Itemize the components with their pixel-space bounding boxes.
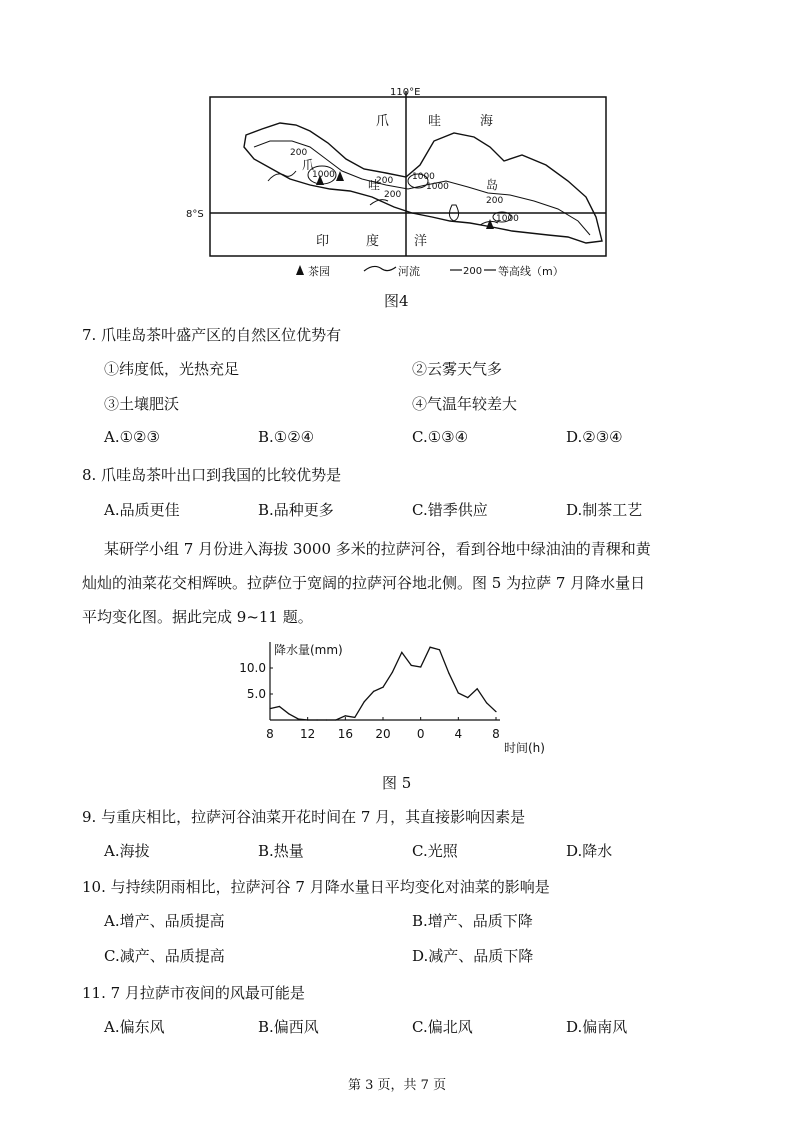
data-point	[364, 701, 365, 702]
data-point	[495, 711, 496, 712]
x-tick-label: 12	[300, 727, 316, 741]
page-footer: 第 3 页，共 7 页	[348, 1078, 447, 1093]
precip-series-line	[270, 647, 496, 720]
question-10-option-a[interactable]: A.增产、品质提高	[104, 912, 225, 930]
question-8-option-d[interactable]: D.制茶工艺	[566, 501, 643, 519]
x-tick-label: 4	[454, 727, 463, 741]
data-point	[354, 717, 355, 718]
data-point	[288, 713, 289, 714]
data-point	[307, 719, 308, 720]
question-10-stem: 10. 与持续阴雨相比，拉萨河谷 7 月降水量日平均变化对油菜的影响是	[82, 878, 550, 896]
tea-garden-icon-2	[336, 171, 344, 181]
question-7-option-d[interactable]: D.②③④	[566, 428, 623, 446]
question-7-statement-4: ④气温年较差大	[412, 395, 518, 413]
passage-line-3: 平均变化图。据此完成 9~11 题。	[82, 608, 313, 626]
data-point	[486, 702, 487, 703]
contour-label-6: 200	[376, 176, 394, 186]
island-char-3: 岛	[486, 178, 499, 192]
figure-4-caption: 图4	[384, 292, 409, 310]
question-9-option-d[interactable]: D.降水	[566, 842, 613, 860]
figure-5-caption: 图 5	[382, 774, 412, 792]
question-7-option-b[interactable]: B.①②④	[258, 428, 315, 446]
legend-river-label: 河流	[398, 265, 420, 278]
contour-label-7: 200	[486, 196, 504, 206]
x-tick-label: 16	[337, 727, 353, 741]
data-point	[458, 692, 459, 693]
question-9-option-b[interactable]: B.热量	[258, 842, 304, 860]
ocean-char-2: 度	[366, 234, 380, 249]
data-point	[429, 647, 430, 648]
data-point	[420, 666, 421, 667]
data-point	[269, 708, 270, 709]
legend-river-icon	[364, 266, 396, 271]
map-frame	[210, 97, 606, 256]
contour-label-8: 1000	[496, 214, 519, 224]
java-island-outline	[244, 123, 602, 243]
data-point	[401, 652, 402, 653]
ocean-char-3: 洋	[414, 234, 428, 249]
island-char-2: 哇	[368, 178, 381, 192]
sea-char-1: 爪	[376, 114, 390, 129]
question-9-option-c[interactable]: C.光照	[412, 842, 458, 860]
contour-label-3: 1000	[412, 172, 435, 182]
legend-tea-label: 茶园	[308, 265, 330, 278]
question-9-stem: 9. 与重庆相比，拉萨河谷油菜开花时间在 7 月，其直接影响因素是	[82, 808, 526, 826]
lat-label: 8°S	[186, 209, 204, 220]
x-axis-label: 时间(h)	[504, 741, 545, 755]
data-point	[467, 697, 468, 698]
data-point	[298, 718, 299, 719]
question-8-stem: 8. 爪哇岛茶叶出口到我国的比较优势是	[82, 466, 342, 484]
contour-label-5: 1000	[426, 182, 449, 192]
question-10-option-b[interactable]: B.增产、品质下降	[412, 912, 533, 930]
x-tick-label: 20	[375, 727, 391, 741]
question-8-option-c[interactable]: C.错季供应	[412, 501, 488, 519]
question-7-stem: 7. 爪哇岛茶叶盛产区的自然区位优势有	[82, 326, 342, 344]
data-point	[373, 691, 374, 692]
data-point	[392, 672, 393, 673]
island-char-1: 爪	[302, 158, 315, 172]
question-7-option-c[interactable]: C.①③④	[412, 428, 469, 446]
data-point	[382, 687, 383, 688]
x-tick-label: 8	[266, 727, 274, 741]
x-tick-label: 8	[492, 727, 500, 741]
y-tick-label: 10.0	[239, 661, 266, 675]
contour-label-4: 200	[384, 190, 402, 200]
legend-tea-icon	[296, 265, 304, 275]
data-point	[411, 665, 412, 666]
data-point	[316, 719, 317, 720]
java-map-figure	[150, 85, 630, 285]
question-7-statement-3: ③土壤肥沃	[104, 395, 180, 413]
ocean-char-1: 印	[316, 234, 330, 249]
x-tick-label: 0	[416, 727, 425, 741]
y-axis-label: 降水量(mm)	[274, 643, 343, 657]
question-7-option-a[interactable]: A.①②③	[104, 428, 160, 446]
question-11-option-d[interactable]: D.偏南风	[566, 1018, 628, 1036]
contour-label-2: 1000	[312, 170, 335, 180]
passage-line-1: 某研学小组 7 月份进入海拔 3000 多米的拉萨河谷，看到谷地中绿油油的青稞和黄	[104, 540, 651, 558]
precip-chart-figure	[230, 634, 545, 764]
question-11-option-b[interactable]: B.偏西风	[258, 1018, 319, 1036]
question-8-option-b[interactable]: B.品种更多	[258, 501, 334, 519]
precip-chart	[230, 634, 545, 764]
sea-char-3: 海	[480, 114, 494, 129]
question-7-statement-2: ②云雾天气多	[412, 360, 503, 378]
question-11-option-a[interactable]: A.偏东风	[104, 1018, 165, 1036]
data-point	[439, 649, 440, 650]
question-10-option-c[interactable]: C.减产、品质提高	[104, 947, 225, 965]
sea-char-2: 哇	[428, 114, 442, 129]
java-map	[150, 85, 630, 285]
question-11-option-c[interactable]: C.偏北风	[412, 1018, 473, 1036]
legend-contour-label: 等高线（m）	[498, 265, 564, 278]
data-point	[345, 715, 346, 716]
question-9-option-a[interactable]: A.海拔	[104, 842, 150, 860]
y-tick-label: 5.0	[246, 687, 266, 701]
question-11-stem: 11. 7 月拉萨市夜间的风最可能是	[82, 984, 305, 1002]
contour-label-1: 200	[290, 148, 308, 158]
data-point	[477, 688, 478, 689]
tea-garden-icon-3	[486, 219, 494, 229]
lon-label: 110°E	[390, 87, 421, 98]
data-point	[335, 719, 336, 720]
data-point	[326, 719, 327, 720]
passage-line-2: 灿灿的油菜花交相辉映。拉萨位于宽阔的拉萨河谷地北侧。图 5 为拉萨 7 月降水量日	[82, 574, 646, 592]
question-8-option-a[interactable]: A.品质更佳	[104, 501, 180, 519]
data-point	[448, 673, 449, 674]
data-point	[279, 706, 280, 707]
legend-contour-value: 200	[463, 266, 483, 277]
question-7-statement-1: ①纬度低，光热充足	[104, 360, 240, 378]
question-10-option-d[interactable]: D.减产、品质下降	[412, 947, 534, 965]
